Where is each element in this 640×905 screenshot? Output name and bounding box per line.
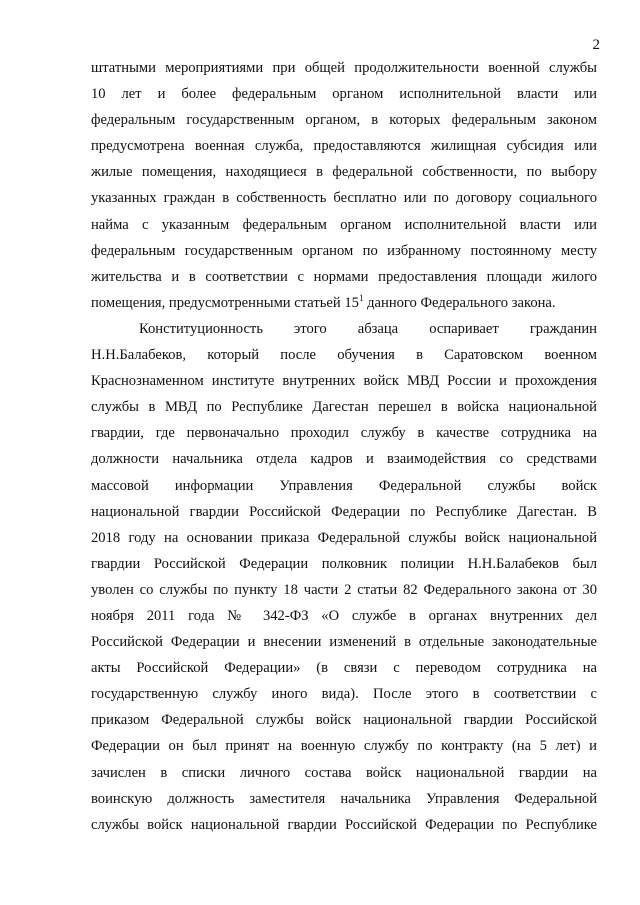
text-line: 2018 году на основании приказа Федеральной службы войск национальной <box>91 529 597 546</box>
text-line: национальной гвардии Российской Федерации по Республике Дагестан. В <box>91 503 597 520</box>
text-line: жилые помещения, находящиеся в федеральной собственности, по выбору <box>91 164 597 181</box>
text-line: Российской Федерации и внесении изменений в отдельные законодательные <box>91 634 597 651</box>
text-line: Конституционность этого абзаца оспаривает гражданин <box>139 320 597 337</box>
document-body <box>91 55 597 838</box>
text-line: ноября 2011 года № 342-ФЗ «О службе в органах внутренних дел <box>91 607 597 624</box>
text-line: государственную службу иного вида). После этого в соответствии с <box>91 686 597 703</box>
text-line: федеральным государственным органом по избранному постоянному месту <box>91 242 597 259</box>
page-number: 2 <box>592 37 600 53</box>
paragraph-2 <box>91 316 597 838</box>
superscript: 1 <box>358 292 364 303</box>
text-fragment: помещения, предусмотренными статьей 15 <box>91 294 359 311</box>
text-line: службы в МВД по Республике Дагестан перешел в войска национальной <box>91 399 597 416</box>
text-line: зачислен в списки личного состава войск национальной гвардии на <box>91 764 597 781</box>
text-line: федеральным государственным органом, в которых федеральным законом <box>91 112 597 129</box>
text-line: воинскую должность заместителя начальника Управления Федеральной <box>91 790 597 807</box>
text-line: предусмотрена военная служба, предоставляются жилищная субсидия или <box>91 138 597 155</box>
text-line: гвардии, где первоначально проходил службу в качестве сотрудника на <box>91 425 597 442</box>
paragraph-1 <box>91 55 597 316</box>
text-line: Краснознаменном институте внутренних войск МВД России и прохождения <box>91 373 597 390</box>
text-line: 10 лет и более федеральным органом исполнительной власти или <box>91 86 597 103</box>
text-line: массовой информации Управления Федеральной службы войск <box>91 477 597 494</box>
text-line: жительства и в соответствии с нормами предоставления площади жилого <box>91 268 597 285</box>
text-line <box>91 290 597 316</box>
text-line: Н.Н.Балабеков, который после обучения в Саратовском военном <box>91 347 597 364</box>
text-line: штатными мероприятиями при общей продолжительности военной службы <box>91 60 597 76</box>
text-line: гвардии Российской Федерации полковник полиции Н.Н.Балабеков был <box>91 555 597 572</box>
text-line: уволен со службы по пункту 18 части 2 статьи 82 Федерального закона от 30 <box>91 581 597 598</box>
text-line: службы войск национальной гвардии Российской Федерации по Республике <box>91 816 597 833</box>
text-line: должности начальника отдела кадров и взаимодействия со средствами <box>91 451 597 468</box>
text-line: найма с указанным федеральным органом исполнительной власти или <box>91 216 597 233</box>
text-fragment: данного Федерального закона. <box>363 294 556 311</box>
text-line: Федерации он был принят на военную службу по контракту (на 5 лет) и <box>91 738 597 755</box>
text-line: приказом Федеральной службы войск национальной гвардии Российской <box>91 712 597 729</box>
text-line: акты Российской Федерации» (в связи с переводом сотрудника на <box>91 660 597 677</box>
text-line: указанных граждан в собственность бесплатно или по договору социального <box>91 190 597 207</box>
